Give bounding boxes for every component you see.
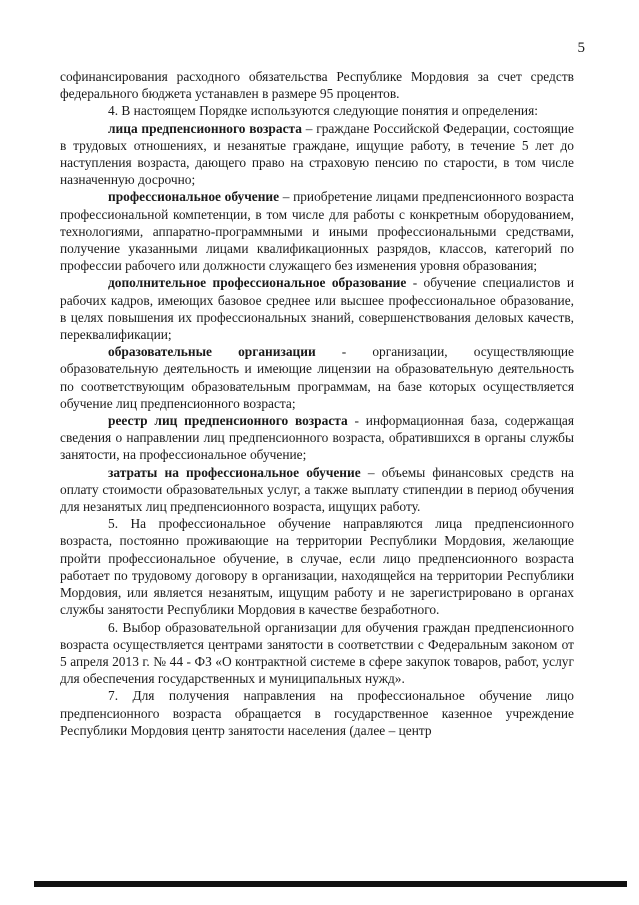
paragraph-4: 4. В настоящем Порядке используются следующие понятия и определения: (108, 103, 538, 119)
paragraph-7: 7. Для получения направления на профессиональное обучение лицо предпенсионного возраста обращается в государственное казенное учреждение Республики Мордовия центр занятости населения (далее – центр (60, 688, 574, 738)
term: затраты на профессиональное обучение (108, 464, 361, 480)
definition-training-costs (60, 464, 574, 516)
definition: - обучение специалистов и рабочих кадров, имеющих базовое среднее или высшее профессиональное образование, в целях повышения их профессиональных знаний, совершенствования деловых качеств, переквалификации; (60, 275, 574, 343)
definition: – приобретение лицами предпенсионного возраста профессиональной компетенции, в том числе для работы с конкретным оборудованием, технологиями, аппаратно-программными и иными профессиональными средствами, получение указанными лицами квалификационных разрядов, классов, категорий по профессии рабочего или должности служащего без изменения уровня образования; (60, 189, 575, 274)
term: реестр лиц предпенсионного возраста (108, 413, 348, 429)
term: лица предпенсионного возраста (108, 120, 302, 136)
definition-pre-retirement-persons (60, 120, 574, 189)
paragraph-continuation: софинансирования расходного обязательства Республике Мордовия за счет средств федерального бюджета устанавлен в размере 95 процентов. (60, 69, 574, 102)
definition: - организации, осуществляющие образовательную деятельность и имеющие лицензии на образовательную деятельность по соответствующим образовательным программам, на базе которых осуществляется обучение лиц предпенсионного возраста; (60, 344, 574, 411)
definition: - информационная база, содержащая сведения о направлении лиц предпенсионного возраста, обратившихся в органы службы занятости, на профессиональное обучение; (60, 413, 575, 463)
definition: – объемы финансовых средств на оплату стоимости образовательных услуг, а также выплату стипендии в период обучения для незанятых лиц предпенсионного возраста, ищущих работу. (60, 464, 574, 515)
definition-vocational-training (60, 188, 574, 274)
scan-bottom-edge (34, 881, 627, 887)
document-body (60, 68, 574, 739)
paragraph-6: 6. Выбор образовательной организации для обучения граждан предпенсионного возраста осуществляется центрами занятости в соответствии с Федеральным законом от 5 апреля 2013 г. № 44 - ФЗ «О контрактной системе в сфере закупок товаров, работ, услуг для обеспечения государственных и муниципальных нужд». (60, 619, 574, 687)
definition: – граждане Российской Федерации, состоящие в трудовых отношениях, и незанятые граждане, ищущие работу, в течение 5 лет до наступления возраста, дающего право на страховую пенсию по старости, в том числе назначенную досрочно; (60, 120, 575, 188)
page-number: 5 (577, 40, 585, 56)
definition-educational-organizations (60, 343, 574, 412)
definition-registry (60, 412, 574, 464)
paragraph-5: 5. На профессиональное обучение направляются лица предпенсионного возраста, постоянно проживающие на территории Республики Мордовия, желающие пройти профессиональное обучение, в случае, если лицо предпенсионного возраста работает по трудовому договору в организации, находящейся на территории Республики Мордовия, или является незанятым, ищущим работу и не зарегистрировано в органах службы занятости Республики Мордовия в качестве безработного. (60, 516, 574, 618)
term: образовательные организации (108, 344, 316, 360)
definition-additional-education (60, 274, 574, 343)
term: дополнительное профессиональное образование (108, 275, 407, 291)
term: профессиональное обучение (108, 189, 280, 205)
